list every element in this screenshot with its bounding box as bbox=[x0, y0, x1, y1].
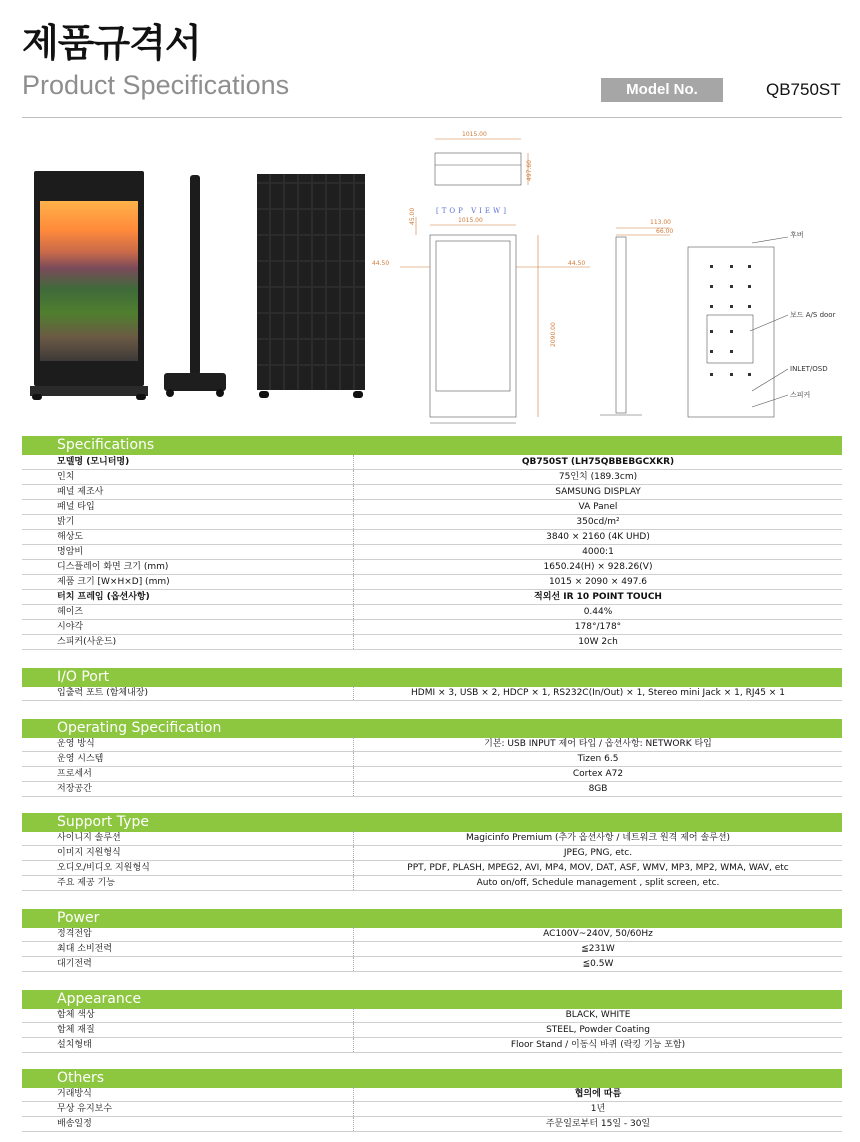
title-english: Product Specifications bbox=[22, 70, 290, 100]
spec-row bbox=[22, 846, 842, 861]
dim-front-side-left: 44.50 bbox=[372, 260, 390, 267]
spec-value: 0.44% bbox=[583, 607, 613, 617]
spec-value: 8GB bbox=[588, 784, 608, 794]
spec-row bbox=[22, 1117, 842, 1132]
wheel-icon bbox=[259, 391, 269, 398]
spec-value: VA Panel bbox=[578, 502, 618, 512]
spec-key: 입출력 포트 (함체내장) bbox=[57, 688, 148, 698]
product-photo-back bbox=[255, 171, 367, 401]
spec-key: 무상 유지보수 bbox=[57, 1104, 113, 1114]
spec-row bbox=[22, 455, 842, 470]
spec-row bbox=[22, 1023, 842, 1038]
spec-row bbox=[22, 515, 842, 530]
spec-key: 제품 크기 [W×H×D] (mm) bbox=[57, 577, 170, 587]
back-label-4: 스피커 bbox=[790, 391, 811, 399]
spec-value: 기본: USB INPUT 제어 타입 / 옵션사항: NETWORK 타입 bbox=[484, 739, 712, 749]
side-foot bbox=[164, 373, 226, 391]
spec-key: 해상도 bbox=[57, 532, 84, 542]
spec-value: STEEL, Powder Coating bbox=[546, 1025, 650, 1035]
spec-key: 터치 프레임 (옵션사항) bbox=[57, 592, 150, 602]
model-number-value: QB750ST bbox=[766, 80, 841, 99]
front-base bbox=[30, 386, 148, 396]
front-screen-image bbox=[40, 201, 138, 361]
spec-key: 오디오/비디오 지원형식 bbox=[57, 863, 150, 873]
spec-key: 스피커(사운드) bbox=[57, 637, 117, 647]
section-header-support-type: Support Type bbox=[22, 813, 842, 832]
side-view-drawing bbox=[600, 228, 670, 415]
header-divider bbox=[22, 117, 842, 118]
spec-key: 운영 방식 bbox=[57, 739, 95, 749]
spec-value: BLACK, WHITE bbox=[565, 1010, 631, 1020]
spec-value: 178°/178° bbox=[574, 622, 622, 632]
spec-row bbox=[22, 752, 842, 767]
spec-key: 대기전력 bbox=[57, 959, 92, 969]
top-view-label: [TOP VIEW] bbox=[436, 207, 509, 215]
back-view-drawing bbox=[688, 237, 788, 417]
spec-row bbox=[22, 620, 842, 635]
wheel-icon bbox=[166, 389, 174, 397]
spec-row bbox=[22, 545, 842, 560]
top-view-drawing bbox=[435, 139, 528, 185]
back-label-2: 보드 A/S door bbox=[790, 311, 836, 319]
section-header-power: Power bbox=[22, 909, 842, 928]
spec-key: 사이니지 솔루션 bbox=[57, 833, 121, 843]
spec-row bbox=[22, 590, 842, 605]
spec-key: 패널 타입 bbox=[57, 502, 95, 512]
spec-key: 함체 색상 bbox=[57, 1010, 95, 1020]
spec-row bbox=[22, 1038, 842, 1053]
spec-row bbox=[22, 686, 842, 701]
spec-value: 350cd/m² bbox=[576, 517, 620, 527]
dim-front-side-right: 44.50 bbox=[568, 260, 586, 267]
spec-value: JPEG, PNG, etc. bbox=[563, 848, 633, 858]
spec-value: Tizen 6.5 bbox=[577, 754, 619, 764]
back-vent-grid bbox=[710, 265, 751, 376]
spec-value: 주문일로부터 15일 - 30일 bbox=[545, 1119, 651, 1129]
dim-front-top-offset: 45.00 bbox=[409, 207, 416, 225]
spec-value: 1년 bbox=[590, 1104, 606, 1114]
section-header-specifications: Specifications bbox=[22, 436, 842, 455]
spec-row bbox=[22, 605, 842, 620]
spec-value: 1015 × 2090 × 497.6 bbox=[548, 577, 648, 587]
spec-key: 모델명 (모니터명) bbox=[57, 457, 130, 467]
spec-value: 1650.24(H) × 928.26(V) bbox=[543, 562, 653, 572]
wheel-icon bbox=[353, 391, 363, 398]
product-photo-side bbox=[160, 171, 240, 401]
dim-side-top: 113.00 bbox=[650, 219, 671, 226]
spec-key: 시야각 bbox=[57, 622, 84, 632]
spec-row bbox=[22, 470, 842, 485]
spec-value: ≦231W bbox=[581, 944, 615, 954]
spec-value: HDMI × 3, USB × 2, HDCP × 1, RS232C(In/Out) × 1, Stereo mini Jack × 1, RJ45 × 1 bbox=[411, 688, 785, 698]
spec-row bbox=[22, 927, 842, 942]
spec-row bbox=[22, 876, 842, 891]
spec-row bbox=[22, 737, 842, 752]
spec-row bbox=[22, 1102, 842, 1117]
wheel-icon bbox=[136, 394, 146, 400]
spec-row bbox=[22, 500, 842, 515]
spec-value: QB750ST (LH75QBBEBGCXKR) bbox=[521, 457, 675, 467]
spec-key: 함체 재질 bbox=[57, 1025, 95, 1035]
spec-value: PPT, PDF, PLASH, MPEG2, AVI, MP4, MOV, DAT, ASF, WMV, MP3, MP2, WMA, WAV, etc bbox=[407, 863, 789, 873]
spec-row bbox=[22, 767, 842, 782]
spec-value: 적외선 IR 10 POINT TOUCH bbox=[534, 592, 662, 602]
spec-value: 3840 × 2160 (4K UHD) bbox=[546, 532, 650, 542]
spec-row bbox=[22, 560, 842, 575]
title-korean: 제품규격서 bbox=[22, 21, 201, 65]
back-label-1: 후버 bbox=[790, 231, 804, 239]
spec-key: 디스플레이 화면 크기 (mm) bbox=[57, 562, 169, 572]
spec-value: AC100V~240V, 50/60Hz bbox=[543, 929, 653, 939]
spec-row bbox=[22, 530, 842, 545]
dim-top-width: 1015.00 bbox=[462, 131, 487, 138]
section-header-appearance: Appearance bbox=[22, 990, 842, 1009]
spec-row bbox=[22, 942, 842, 957]
spec-key: 거래방식 bbox=[57, 1089, 92, 1099]
wheel-icon bbox=[32, 394, 42, 400]
spec-key: 밝기 bbox=[57, 517, 75, 527]
model-number-label: Model No. bbox=[601, 78, 723, 102]
dim-front-width: 1015.00 bbox=[458, 217, 483, 224]
spec-row bbox=[22, 575, 842, 590]
spec-key: 패널 제조사 bbox=[57, 487, 104, 497]
spec-value: 10W 2ch bbox=[578, 637, 618, 647]
dim-side-sub: 66.00 bbox=[656, 228, 674, 235]
spec-value: 협의에 따름 bbox=[574, 1089, 622, 1099]
section-header-io-port: I/O Port bbox=[22, 668, 842, 687]
side-pole bbox=[190, 175, 200, 375]
spec-row bbox=[22, 635, 842, 650]
spec-row bbox=[22, 485, 842, 500]
back-frame bbox=[257, 174, 365, 390]
spec-row bbox=[22, 957, 842, 972]
spec-key: 최대 소비전력 bbox=[57, 944, 113, 954]
spec-key: 인치 bbox=[57, 472, 75, 482]
spec-key: 이미지 지원형식 bbox=[57, 848, 121, 858]
section-header-others: Others bbox=[22, 1069, 842, 1088]
technical-drawing bbox=[372, 125, 850, 430]
spec-row bbox=[22, 1008, 842, 1023]
spec-value: 75인치 (189.3cm) bbox=[558, 472, 638, 482]
spec-key: 명암비 bbox=[57, 547, 84, 557]
spec-value: Cortex A72 bbox=[572, 769, 624, 779]
spec-key: 설치형태 bbox=[57, 1040, 92, 1050]
dim-front-height: 2090.00 bbox=[550, 322, 557, 347]
dim-top-depth: 497.60 bbox=[526, 160, 533, 181]
spec-key: 정격전압 bbox=[57, 929, 92, 939]
spec-row bbox=[22, 831, 842, 846]
spec-value: Floor Stand / 이동식 바퀴 (락킹 기능 포함) bbox=[510, 1040, 686, 1050]
back-label-3: INLET/OSD bbox=[790, 365, 828, 373]
section-header-operating-specification: Operating Specification bbox=[22, 719, 842, 738]
spec-key: 프로세서 bbox=[57, 769, 92, 779]
spec-key: 헤이즈 bbox=[57, 607, 84, 617]
spec-key: 주요 제공 기능 bbox=[57, 878, 115, 888]
spec-value: ≦0.5W bbox=[582, 959, 614, 969]
spec-key: 저장공간 bbox=[57, 784, 92, 794]
spec-row bbox=[22, 1087, 842, 1102]
wheel-icon bbox=[216, 389, 224, 397]
front-view-drawing bbox=[400, 217, 590, 423]
spec-row bbox=[22, 782, 842, 797]
product-photo-front bbox=[30, 171, 148, 401]
spec-value: Auto on/off, Schedule management , split screen, etc. bbox=[476, 878, 720, 888]
spec-row bbox=[22, 861, 842, 876]
spec-value: SAMSUNG DISPLAY bbox=[555, 487, 641, 497]
spec-value: Magicinfo Premium (추가 옵션사항 / 네트워크 원격 제어 솔루션) bbox=[465, 833, 731, 843]
spec-key: 운영 시스템 bbox=[57, 754, 104, 764]
spec-key: 배송일정 bbox=[57, 1119, 92, 1129]
spec-value: 4000:1 bbox=[582, 547, 614, 557]
